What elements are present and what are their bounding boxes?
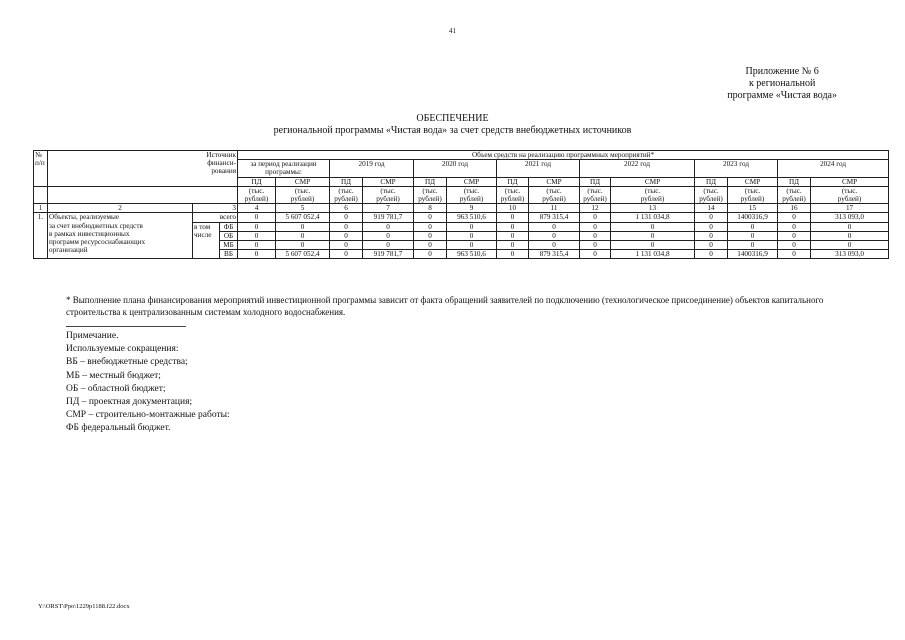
value-cell: 0 (811, 231, 889, 240)
title-line-1: ОБЕСПЕЧЕНИЕ (416, 113, 489, 124)
value-cell: 0 (414, 231, 447, 240)
header-period: за период реализации программы: (238, 160, 330, 177)
value-cell: 0 (238, 241, 276, 250)
column-number: 13 (611, 204, 695, 213)
funding-code: ФБ (220, 222, 238, 231)
header-source: Источник финанси- рования (48, 151, 238, 187)
value-cell: 0 (529, 222, 580, 231)
value-cell: 0 (363, 231, 414, 240)
value-cell: 0 (238, 250, 276, 259)
header-unit: (тыс. рублей) (497, 186, 529, 203)
footnote: * Выполнение плана финансирования мероприятий инвестиционной программы зависит от факта обращений заявителей по подключению (технологическое присоединение) объектов капитального строительства к централизованным системам холодного водоснабжения. (66, 295, 824, 317)
value-cell: 0 (363, 241, 414, 250)
page-number: 41 (449, 27, 456, 35)
value-cell: 0 (580, 231, 611, 240)
header-unit: (тыс. рублей) (778, 186, 811, 203)
column-number: 3 (193, 204, 238, 213)
column-number: 16 (778, 204, 811, 213)
table-row (34, 213, 889, 222)
header-unit: (тыс. рублей) (363, 186, 414, 203)
value-cell: 963 510,6 (447, 250, 497, 259)
value-cell: 0 (611, 231, 695, 240)
value-cell: 0 (447, 222, 497, 231)
column-number: 1 (34, 204, 48, 213)
funding-code: МБ (220, 241, 238, 250)
value-cell: 0 (580, 222, 611, 231)
column-number: 8 (414, 204, 447, 213)
value-cell: 919 781,7 (363, 213, 414, 222)
appendix-caption (727, 66, 837, 102)
funding-table (33, 150, 889, 259)
document-title (0, 113, 905, 137)
value-cell: 0 (695, 231, 728, 240)
note-line: ОБ – областной бюджет; (66, 383, 166, 394)
header-year: 2023 год (695, 160, 778, 177)
header-year: 2024 год (778, 160, 889, 177)
column-number: 15 (728, 204, 778, 213)
value-cell: 0 (238, 213, 276, 222)
column-number: 14 (695, 204, 728, 213)
column-numbers-row (34, 204, 889, 213)
header-unit: (тыс. рублей) (447, 186, 497, 203)
value-cell: 0 (363, 222, 414, 231)
header-row-units (34, 186, 889, 203)
value-cell: 0 (728, 241, 778, 250)
header-pd: ПД (330, 177, 363, 186)
value-cell: 0 (529, 241, 580, 250)
header-unit: (тыс. рублей) (414, 186, 447, 203)
column-number: 2 (48, 204, 193, 213)
column-number: 9 (447, 204, 497, 213)
header-year: 2021 год (497, 160, 580, 177)
header-unit: (тыс. рублей) (580, 186, 611, 203)
label-including: в том числе (193, 222, 220, 259)
value-cell: 0 (611, 241, 695, 250)
appendix-line-3: программе «Чистая вода» (727, 90, 837, 101)
header-smr: СМР (529, 177, 580, 186)
header-year: 2022 год (580, 160, 695, 177)
header-smr: СМР (363, 177, 414, 186)
table-cell (48, 186, 238, 203)
header-unit: (тыс. рублей) (695, 186, 728, 203)
header-pd: ПД (414, 177, 447, 186)
column-number: 17 (811, 204, 889, 213)
value-cell: 0 (811, 222, 889, 231)
value-cell: 963 510,6 (447, 213, 497, 222)
value-cell: 5 607 052,4 (276, 250, 330, 259)
value-cell: 919 781,7 (363, 250, 414, 259)
row-name: Объекты, реализуемые за счет внебюджетных средств в рамках инвестиционных программ ресурсоснабжающих организаций (48, 213, 193, 259)
header-row-1 (34, 151, 889, 160)
value-cell: 0 (728, 231, 778, 240)
row-number: 1. (34, 213, 48, 259)
value-cell: 5 607 052,4 (276, 213, 330, 222)
column-number: 10 (497, 204, 529, 213)
value-cell: 1400316,9 (728, 213, 778, 222)
value-cell: 0 (695, 241, 728, 250)
header-smr: СМР (447, 177, 497, 186)
column-number: 11 (529, 204, 580, 213)
value-cell: 0 (330, 213, 363, 222)
funding-code: ОБ (220, 231, 238, 240)
value-cell: 0 (330, 231, 363, 240)
value-cell: 1 131 034,8 (611, 250, 695, 259)
note-line: ФБ федеральный бюджет. (66, 423, 171, 434)
value-cell: 0 (497, 250, 529, 259)
value-cell: 0 (330, 241, 363, 250)
header-unit: (тыс. рублей) (728, 186, 778, 203)
value-cell: 0 (728, 222, 778, 231)
header-unit: (тыс. рублей) (238, 186, 276, 203)
value-cell: 1 131 034,8 (611, 213, 695, 222)
header-pd: ПД (695, 177, 728, 186)
column-number: 5 (276, 204, 330, 213)
column-number: 4 (238, 204, 276, 213)
note-line: Примечание. (66, 331, 119, 341)
note-line: ПД – проектная документация; (66, 397, 193, 408)
value-cell: 0 (611, 222, 695, 231)
value-cell: 0 (497, 222, 529, 231)
value-cell: 0 (414, 241, 447, 250)
value-cell: 0 (238, 231, 276, 240)
header-smr: СМР (811, 177, 889, 186)
header-pd: ПД (238, 177, 276, 186)
notes-block (66, 330, 230, 436)
note-line: Используемые сокращения: (66, 344, 179, 355)
value-cell: 0 (276, 241, 330, 250)
header-pd: ПД (778, 177, 811, 186)
header-smr: СМР (728, 177, 778, 186)
file-path: Y:\ORST\Ppo\1229p1188.f22.docx (38, 603, 130, 610)
value-cell: 0 (695, 222, 728, 231)
value-cell: 0 (695, 250, 728, 259)
value-cell: 0 (447, 231, 497, 240)
value-cell: 0 (330, 222, 363, 231)
header-pd: ПД (580, 177, 611, 186)
header-number: № п/п (34, 151, 48, 187)
column-number: 6 (330, 204, 363, 213)
header-unit: (тыс. рублей) (330, 186, 363, 203)
value-cell: 879 315,4 (529, 213, 580, 222)
header-year: 2020 год (414, 160, 497, 177)
value-cell: 1400316,9 (728, 250, 778, 259)
note-line: МБ – местный бюджет; (66, 370, 161, 381)
value-cell: 0 (414, 213, 447, 222)
value-cell: 0 (447, 241, 497, 250)
value-cell: 0 (580, 250, 611, 259)
value-cell: 0 (580, 241, 611, 250)
value-cell: 0 (580, 213, 611, 222)
value-cell: 313 093,0 (811, 213, 889, 222)
value-cell: 0 (497, 231, 529, 240)
value-cell: 0 (414, 250, 447, 259)
value-cell: 0 (778, 250, 811, 259)
header-unit: (тыс. рублей) (529, 186, 580, 203)
value-cell: 0 (276, 222, 330, 231)
value-cell: 0 (497, 213, 529, 222)
header-smr: СМР (611, 177, 695, 186)
value-cell: 0 (778, 231, 811, 240)
value-cell: 0 (414, 222, 447, 231)
value-cell: 313 093,0 (811, 250, 889, 259)
value-cell: 0 (238, 222, 276, 231)
header-unit: (тыс. рублей) (611, 186, 695, 203)
label-total: всего (193, 213, 238, 222)
value-cell: 0 (778, 213, 811, 222)
value-cell: 0 (811, 241, 889, 250)
header-unit: (тыс. рублей) (811, 186, 889, 203)
header-unit: (тыс. рублей) (276, 186, 330, 203)
value-cell: 0 (276, 231, 330, 240)
value-cell: 0 (778, 241, 811, 250)
header-pd: ПД (497, 177, 529, 186)
title-line-2: региональной программы «Чистая вода» за счет средств внебюджетных источников (273, 125, 632, 136)
header-year: 2019 год (330, 160, 414, 177)
table-cell (34, 186, 48, 203)
column-number: 12 (580, 204, 611, 213)
header-smr: СМР (276, 177, 330, 186)
funding-code: ВБ (220, 250, 238, 259)
value-cell: 0 (330, 250, 363, 259)
value-cell: 0 (529, 231, 580, 240)
value-cell: 0 (778, 222, 811, 231)
appendix-line-1: Приложение № 6 (745, 66, 819, 77)
header-volume: Объем средств на реализацию программных мероприятий* (238, 151, 889, 160)
note-line: СМР – строительно-монтажные работы: (66, 410, 230, 421)
footnote-divider (66, 326, 186, 327)
column-number: 7 (363, 204, 414, 213)
note-line: ВБ – внебюджетные средства; (66, 357, 188, 368)
value-cell: 0 (695, 213, 728, 222)
appendix-line-2: к региональной (748, 78, 816, 89)
value-cell: 879 315,4 (529, 250, 580, 259)
value-cell: 0 (497, 241, 529, 250)
